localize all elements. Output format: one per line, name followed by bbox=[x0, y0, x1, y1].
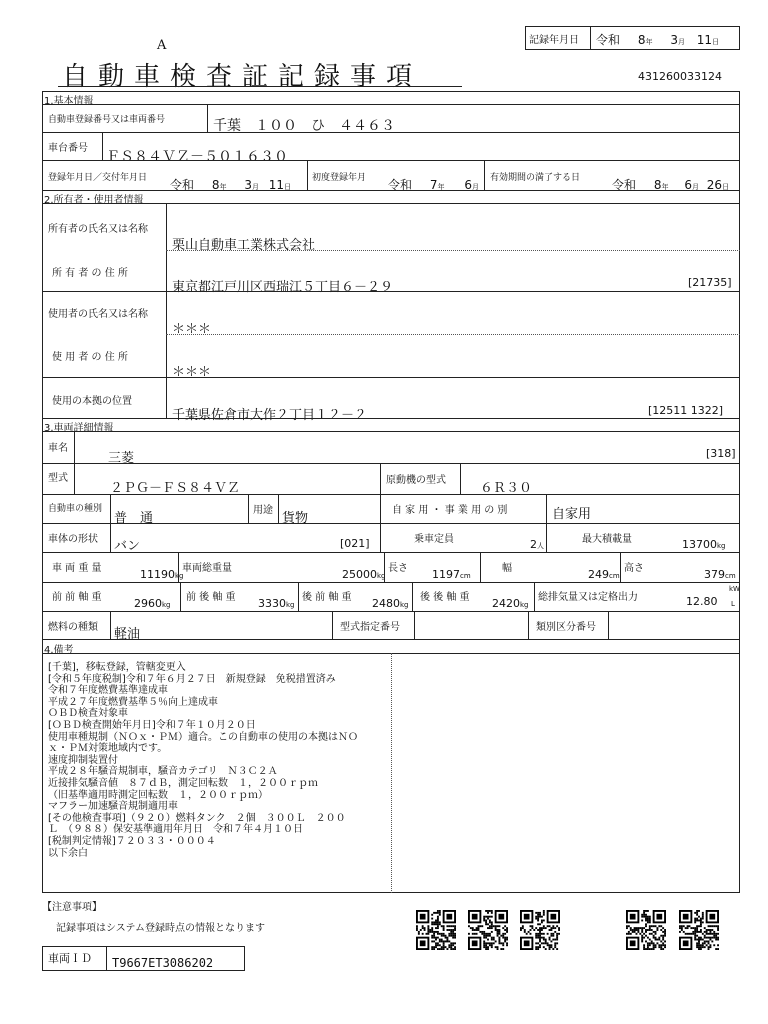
owner-name-label: 所有者の氏名又は名称 bbox=[48, 224, 148, 235]
width-label: 幅 bbox=[502, 563, 512, 574]
model: ２ＰＧ－ＦＳ８４ＶＺ bbox=[110, 481, 241, 496]
section-remarks: 4.備考 bbox=[44, 645, 74, 656]
front-rear-axle: 3330kg bbox=[258, 597, 295, 610]
model-label: 型式 bbox=[48, 473, 68, 484]
front-front-axle-label: 前 前 軸 重 bbox=[52, 592, 102, 603]
mark: A bbox=[157, 38, 167, 53]
expiry-date: 令和 8年 6月 26日 bbox=[612, 178, 730, 192]
record-date: 令和 8年 3月 11日 bbox=[596, 33, 720, 47]
remark-line: 平成２８年騒音規制車，騒音カテゴリ Ｎ３Ｃ２Ａ bbox=[48, 766, 278, 778]
use-label: 用途 bbox=[253, 505, 273, 516]
reg-no-label: 自動車登録番号又は車両番号 bbox=[48, 115, 166, 125]
record-date-label: 記録年月日 bbox=[529, 35, 579, 46]
maxload: 13700kg bbox=[682, 538, 726, 551]
use: 貨物 bbox=[282, 511, 309, 526]
remark-line: [令和５年度税制]令和７年６月２７日 新規登録 免税措置済み bbox=[48, 673, 336, 685]
gross-label: 車両総重量 bbox=[182, 563, 232, 574]
remark-line: [ＯＢＤ検査開始年月日]令和７年１０月２０日 bbox=[48, 719, 256, 731]
issue-date-label: 登録年月日／交付年月日 bbox=[48, 173, 148, 183]
rear-front-axle-label: 後 前 軸 重 bbox=[302, 592, 352, 603]
first-reg-label: 初度登録年月 bbox=[312, 173, 367, 183]
page-title: 自動車検査証記録事項 bbox=[62, 62, 423, 92]
first-reg-date: 令和 7年 6月 bbox=[388, 178, 479, 192]
height-label: 高さ bbox=[624, 563, 644, 574]
remark-line: 近接排気騒音値 ８７ｄＢ，測定回転数 １，２００ｒｐｍ bbox=[48, 777, 318, 789]
owner-address: 東京都江戸川区西瑞江５丁目６－２９ bbox=[172, 280, 394, 295]
type-designation-label: 型式指定番号 bbox=[340, 622, 400, 633]
gross: 25000kg bbox=[342, 568, 386, 581]
base-location-label: 使用の本拠の位置 bbox=[52, 396, 132, 407]
weight-label: 車 両 重 量 bbox=[52, 563, 102, 574]
rear-rear-axle: 2420kg bbox=[492, 597, 529, 610]
length-label: 長さ bbox=[388, 563, 408, 574]
width: 249cm bbox=[588, 568, 620, 581]
expiry-label: 有効期間の満了する日 bbox=[490, 173, 581, 183]
kind-label: 自動車の種別 bbox=[48, 504, 103, 514]
section-basic: 1.基本情報 bbox=[44, 96, 94, 107]
user-address: ＊＊＊ bbox=[172, 365, 212, 380]
kind: 普 通 bbox=[114, 511, 154, 526]
remark-line: 速度抑制装置付 bbox=[48, 754, 118, 766]
remark-line: ＯＢＤ検査対象車 bbox=[48, 708, 128, 720]
remark-line: ｘ・ＰＭ対策地域内です。 bbox=[48, 743, 168, 755]
engine-label: 原動機の型式 bbox=[386, 475, 446, 486]
vehicle-id-label: 車両ＩＤ bbox=[48, 952, 92, 965]
length: 1197cm bbox=[432, 568, 471, 581]
issue-date: 令和 8年 3月 11日 bbox=[170, 178, 292, 192]
reg-no: 千葉 １００ ひ ４４６３ bbox=[213, 118, 395, 134]
remark-line: （旧基準適用時測定回転数 １，２００ｒｐｍ） bbox=[48, 789, 268, 801]
remark-line: 以下余白 bbox=[48, 847, 88, 859]
displacement-label: 総排気量又は定格出力 bbox=[538, 592, 638, 603]
body: バン bbox=[114, 539, 141, 554]
purpose: 自家用 bbox=[552, 507, 592, 522]
category-label: 類別区分番号 bbox=[536, 622, 596, 633]
remark-line: 令和７年度燃費基準達成車 bbox=[48, 685, 168, 697]
capacity: 2人 bbox=[530, 538, 544, 551]
remark-line: マフラー加速騒音規制適用車 bbox=[48, 801, 178, 813]
maker-code: [318] bbox=[706, 447, 736, 460]
qr-code-5 bbox=[679, 910, 719, 950]
doc-number: 431260033124 bbox=[638, 70, 722, 83]
owner-address-label: 所 有 者 の 住 所 bbox=[52, 268, 128, 279]
remark-line: [その他検査事項]（９２０）燃料タンク ２個 ３００Ｌ ２００ bbox=[48, 812, 346, 824]
user-address-label: 使 用 者 の 住 所 bbox=[52, 352, 128, 363]
notes-text: 記録事項はシステム登録時点の情報となります bbox=[56, 923, 265, 934]
chassis-number: ＦＳ８４ＶＺ－５０１６３０ bbox=[106, 149, 288, 165]
remark-line: [千葉]，移転登録，管轄変更入 bbox=[48, 662, 186, 673]
rear-front-axle: 2480kg bbox=[372, 597, 409, 610]
base-location: 千葉県佐倉市大作２丁目１２－２ bbox=[172, 408, 368, 423]
remark-line: [税制判定情報]７２０３３・０００４ bbox=[48, 835, 216, 847]
section-vehicle: 3.車両詳細情報 bbox=[44, 423, 114, 434]
maker-label: 車名 bbox=[48, 443, 68, 454]
chassis-label: 車台番号 bbox=[48, 143, 88, 154]
engine: ６Ｒ３０ bbox=[480, 481, 533, 496]
body-code: [021] bbox=[340, 537, 370, 550]
user-name-label: 使用者の氏名又は名称 bbox=[48, 309, 148, 320]
qr-code-2 bbox=[468, 910, 508, 950]
front-front-axle: 2960kg bbox=[134, 597, 171, 610]
rear-rear-axle-label: 後 後 軸 重 bbox=[420, 592, 470, 603]
fuel: 軽油 bbox=[114, 627, 141, 642]
vehicle-id: T9667ET3086202 bbox=[112, 956, 214, 970]
displacement-unit-kw: kW bbox=[729, 585, 740, 593]
body-label: 車体の形状 bbox=[48, 534, 98, 545]
fuel-label: 燃料の種類 bbox=[48, 622, 98, 633]
remarks-list bbox=[48, 658, 358, 859]
height: 379cm bbox=[704, 568, 736, 581]
base-location-code: [12511 1322] bbox=[648, 404, 724, 417]
purpose-label: 自 家 用 ・ 事 業 用 の 別 bbox=[392, 505, 508, 516]
remark-line: Ｌ （９８８）保安基準適用年月日 令和７年４月１０日 bbox=[48, 824, 303, 836]
remark-line: 使用車種規制（ＮＯｘ・ＰＭ）適合。この自動車の使用の本拠はＮＯ bbox=[48, 731, 358, 743]
weight: 11190kg bbox=[140, 568, 184, 581]
notes-title: 【注意事項】 bbox=[42, 902, 102, 913]
qr-code-3 bbox=[520, 910, 560, 950]
user-name: ＊＊＊ bbox=[172, 322, 212, 337]
front-rear-axle-label: 前 後 軸 重 bbox=[186, 592, 236, 603]
displacement: 12.80 bbox=[686, 595, 718, 608]
displacement-unit-l: L bbox=[731, 600, 735, 608]
owner-name: 栗山自動車工業株式会社 bbox=[172, 238, 316, 253]
qr-code-1 bbox=[416, 910, 456, 950]
maxload-label: 最大積載量 bbox=[582, 534, 632, 545]
capacity-label: 乗車定員 bbox=[414, 534, 454, 545]
section-owner: 2.所有者・使用者情報 bbox=[44, 195, 144, 206]
maker: 三菱 bbox=[108, 451, 135, 466]
owner-address-code: [21735] bbox=[688, 276, 732, 289]
qr-code-4 bbox=[626, 910, 666, 950]
remark-line: 平成２７年度燃費基準５％向上達成車 bbox=[48, 696, 218, 708]
